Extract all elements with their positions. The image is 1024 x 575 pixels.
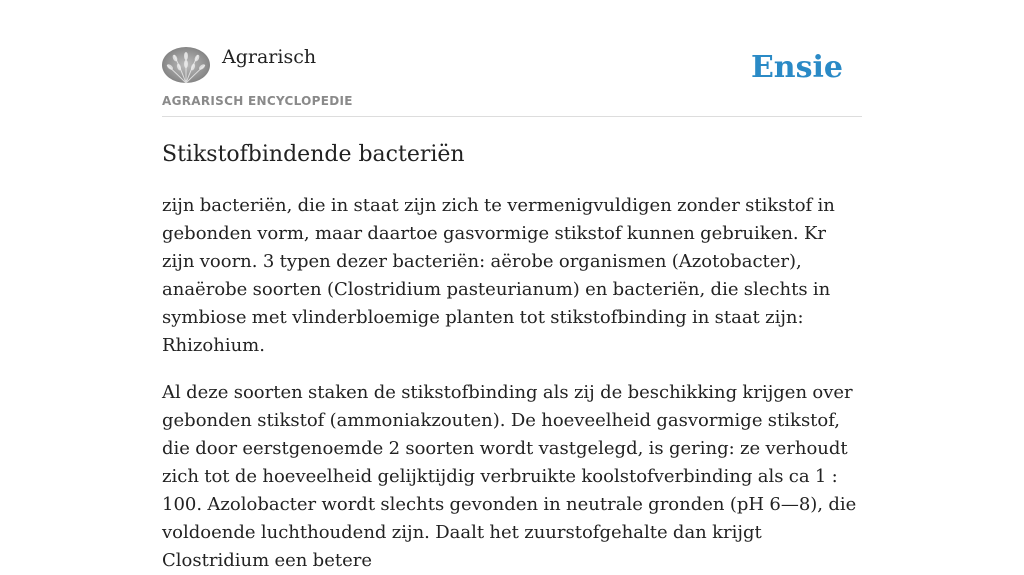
site-header [162,44,862,117]
ensie-brand-link[interactable]: Ensie [750,50,843,85]
article-title: Stikstofbindende bacteriën [162,142,465,167]
site-subtitle: AGRARISCH ENCYCLOPEDIE [162,94,353,108]
article-paragraph: zijn bacteriën, die in staat zijn zich te vermenigvuldigen zonder stikstof in gebonden vorm, maar daartoe gasvormige stikstof kunnen gebruiken. Kr zijn voorn. 3 typen dezer bacteriën: aërobe organismen (Azotobacter), anaërobe soorten (Clostridium pasteurianum) en bacteriën, die slechts in symbiose met vlinderbloemige planten tot stikstofbinding in staat zijn: Rhizohium. [162,195,835,356]
article [162,138,862,575]
article-paragraph: Al deze soorten staken de stikstofbinding als zij de beschikking krijgen over gebonden stikstof (ammoniakzouten). De hoeveelheid gasvormige stikstof, die door eerstgenoemde 2 soorten wordt vastgelegd, is gering: ze verhoudt zich tot de hoeveelheid gelijktijdig verbruikte koolstofverbinding als ca 1 : 100. Azolobacter wordt slechts gevonden in neutrale gronden (pH 6—8), die voldoende luchthoudend zijn. Daalt het zuurstofgehalte dan krijgt Clostridium een betere [162,382,857,571]
site-name-link[interactable]: Agrarisch [222,46,317,68]
wheat-logo-icon[interactable] [162,47,210,83]
wheat-logo-graphic [162,47,210,83]
